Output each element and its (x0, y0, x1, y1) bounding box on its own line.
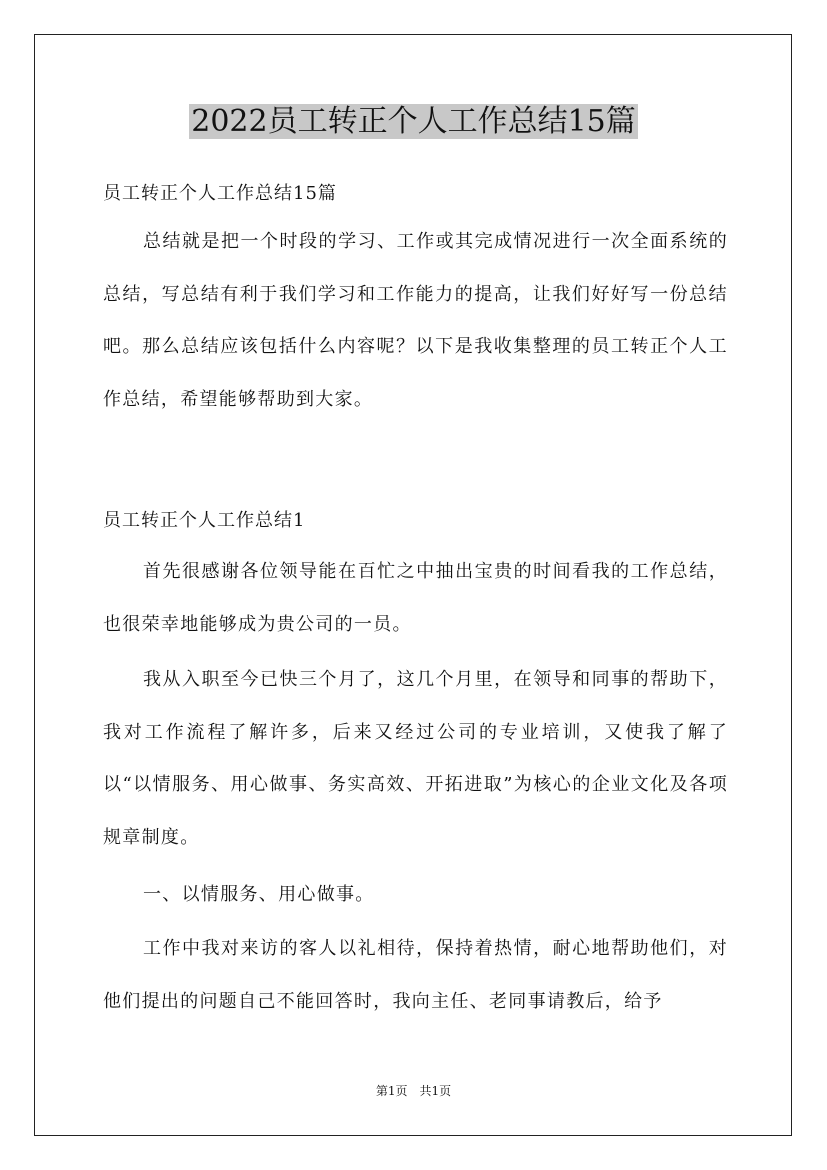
document-title-text: 2022员工转正个人工作总结15篇 (191, 104, 636, 139)
body-paragraph-3: 工作中我对来访的客人以礼相待，保持着热情，耐心地帮助他们，对他们提出的问题自己不能回答时，我向主任、老同事请教后，给予 (103, 938, 728, 1012)
intro-paragraph: 总结就是把一个时段的学习、工作或其完成情况进行一次全面系统的总结，写总结有利于我们学习和工作能力的提高，让我们好好写一份总结吧。那么总结应该包括什么内容呢？以下是我收集整理的员工转正个人工作总结，希望能够帮助到大家。 (103, 231, 728, 410)
section-heading-1: 员工转正个人工作总结1 (103, 510, 306, 531)
body-paragraph-2: 我从入职至今已快三个月了，这几个月里，在领导和同事的帮助下，我对工作流程了解许多，后来又经过公司的专业培训，又使我了解了以“以情服务、用心做事、务实高效、开拓进取”为核心的企业文化及各项规章制度。 (103, 669, 728, 848)
document-subtitle: 员工转正个人工作总结15篇 (103, 183, 337, 204)
document-title (0, 100, 827, 144)
section-subheading: 一、以情服务、用心做事。 (143, 884, 375, 905)
body-paragraph-1: 首先很感谢各位领导能在百忙之中抽出宝贵的时间看我的工作总结，也很荣幸地能够成为贵公司的一员。 (103, 561, 728, 635)
page-footer: 第1页 共1页 (375, 1084, 452, 1098)
